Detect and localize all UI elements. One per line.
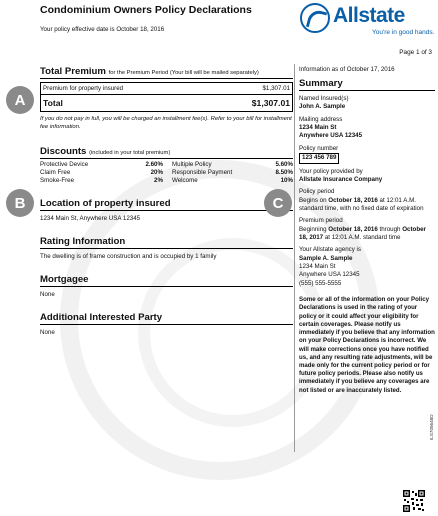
policy-number-label: Policy number — [299, 144, 339, 152]
location-heading: Location of property insured — [40, 198, 293, 211]
callout-badge-b: B — [6, 189, 34, 217]
discount-pct: 10% — [280, 176, 293, 184]
policy-period — [299, 188, 435, 213]
additional-party-section — [40, 312, 293, 336]
agency-line2: Anywhere USA 12345 — [299, 271, 360, 279]
installment-note: If you do not pay in full, you will be charged an installment fee(s). Refer to your bill for installment fee information. — [40, 116, 292, 130]
page-title: Condominium Owners Policy Declarations — [40, 4, 252, 16]
discount-name: Welcome — [172, 176, 198, 184]
premium-line-label: Premium for property insured — [43, 85, 124, 92]
discount-name: Multiple Policy — [172, 160, 212, 168]
column-divider — [294, 64, 295, 452]
policy-period-suffix: at 12:01 A.M. standard time, with no fixed date of expiration — [299, 196, 424, 212]
hands-logo-icon — [300, 3, 330, 33]
mailing-address — [299, 116, 435, 141]
allstate-logo — [300, 3, 435, 39]
mailing-address-label: Mailing address — [299, 115, 343, 123]
policy-period-label: Policy period — [299, 188, 335, 196]
total-premium-subtitle: for the Premium Period (Your bill will be mailed separately) — [108, 70, 259, 76]
location-address: 1234 Main St, Anywhere USA 12345 — [40, 214, 141, 222]
additional-party-text: None — [40, 328, 55, 336]
policy-period-date: October 18, 2016 — [328, 196, 378, 204]
discount-pct: 20% — [150, 168, 163, 176]
summary-column — [299, 66, 435, 395]
location-section — [40, 198, 293, 222]
total-premium-title: Total Premium — [40, 66, 106, 77]
named-insured-value: John A. Sample — [299, 103, 346, 111]
premium-total-label: Total — [43, 98, 63, 108]
additional-party-heading: Additional Interested Party — [40, 312, 293, 325]
premium-total — [41, 94, 292, 111]
discount-pct: 8.50% — [275, 168, 293, 176]
callout-badge-a: A — [6, 86, 34, 114]
discount-name: Protective Device — [40, 160, 89, 168]
discount-pct: 2.60% — [145, 160, 163, 168]
policy-provider — [299, 168, 435, 185]
discount-name: Smoke-Free — [40, 176, 75, 184]
logo-wordmark: Allstate — [333, 4, 405, 27]
rating-heading: Rating Information — [40, 236, 293, 249]
premium-period-through: through — [377, 225, 403, 233]
premium-period-prefix: Beginning — [299, 225, 329, 233]
premium-line-value: $1,307.01 — [262, 85, 290, 92]
discounts-subtitle: (included in your total premium) — [89, 149, 171, 156]
accuracy-warning: Some or all of the information on your Policy Declarations is used in the rating of your policy or it could affect your eligibility for certain coverages. Please notify us immediately if you believe that any information on your Policy Declarations is incorrect. We will make corrections once you have notified us, and any resulting rate adjustments, will be made only for the current policy period or for future policy periods. Please also notify us immediately if you believe any coverages are not listed or are inaccurately listed. — [299, 296, 435, 394]
document-code: ILS705648D — [429, 414, 434, 440]
discounts-title: Discounts — [40, 145, 87, 157]
provider-value: Allstate Insurance Company — [299, 175, 383, 183]
callout-badge-c: C — [264, 189, 292, 217]
provider-label: Your policy provided by — [299, 167, 363, 175]
policy-number — [299, 145, 435, 164]
discounts-heading — [40, 146, 293, 159]
named-insured — [299, 95, 435, 112]
premium-box — [40, 82, 293, 112]
premium-period-start: October 18, 2016 — [328, 225, 378, 233]
agency-name: Sample A. Sample — [299, 254, 353, 262]
info-as-of: Information as of October 17, 2016 — [299, 66, 395, 73]
discounts-section — [40, 146, 293, 184]
policy-period-prefix: Begins on — [299, 196, 329, 204]
premium-period-end: October 18, 2017 — [299, 225, 426, 242]
total-premium-heading — [40, 66, 293, 79]
agency — [299, 246, 435, 288]
left-column — [40, 66, 293, 336]
policy-period-text — [299, 197, 435, 214]
premium-period — [299, 217, 435, 242]
summary-heading: Summary — [299, 78, 435, 91]
named-insured-label: Named Insured(s) — [299, 95, 349, 102]
policy-number-value: 123 456 789 — [299, 153, 339, 163]
mortgagee-heading: Mortgagee — [40, 274, 293, 287]
discounts-table — [40, 161, 293, 184]
agency-label: Your Allstate agency is — [299, 246, 362, 254]
agency-phone: (555) 555-5555 — [299, 279, 342, 287]
rating-text: The dwelling is of frame construction and is occupied by 1 family — [40, 252, 217, 260]
premium-period-label: Premium period — [299, 217, 343, 225]
premium-period-text — [299, 226, 435, 243]
discount-pct: 5.60% — [275, 160, 293, 168]
premium-total-value: $1,307.01 — [251, 98, 290, 108]
premium-period-suffix: at 12:01 A.M. standard time — [323, 234, 401, 242]
rating-section — [40, 236, 293, 260]
discount-pct: 2% — [154, 176, 163, 184]
discount-name: Responsible Payment — [172, 168, 233, 176]
mailing-address-line2: Anywhere USA 12345 — [299, 132, 363, 140]
mortgagee-section — [40, 274, 293, 298]
discount-name: Claim Free — [40, 168, 71, 176]
effective-date: Your policy effective date is October 18, 2016 — [40, 26, 165, 33]
mailing-address-line1: 1234 Main St — [299, 124, 337, 132]
logo-tagline: You're in good hands. — [372, 29, 435, 36]
page-number: Page 1 of 3 — [399, 49, 432, 56]
premium-line — [41, 83, 292, 94]
qr-code-icon — [403, 490, 425, 512]
agency-line1: 1234 Main St — [299, 263, 336, 271]
mortgagee-text: None — [40, 290, 55, 298]
